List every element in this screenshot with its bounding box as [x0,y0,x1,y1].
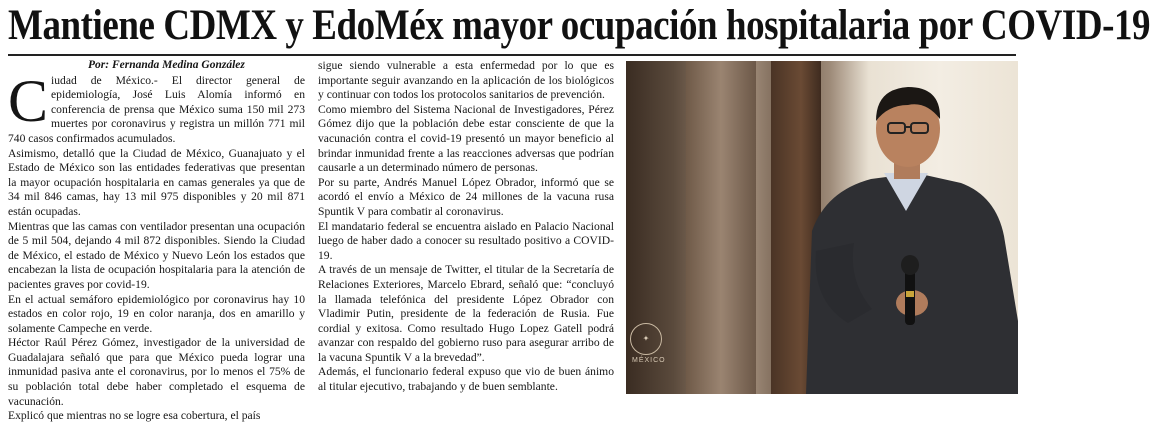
paragraph: El mandatario federal se encuentra aislado en Palacio Nacional luego de haber dado a conocer su resultado positivo a COVID-19. [318,219,614,262]
drop-cap: C [8,67,49,134]
paragraph: Por su parte, Andrés Manuel López Obrador, informó que se acordó el envío a México de 24 millones de la vacuna rusa Spuntik V para combatir al coronavirus. [318,175,614,218]
photo-watermark: MÉXICO [632,357,666,364]
paragraph: A través de un mensaje de Twitter, el titular de la Secretaría de Relaciones Exteriores, Marcelo Ebrard, señaló que: “concluyó la llamada telefónica del presidente López Obrador con Vladimir Putin, presidente de la federación de Rusia. Fue cordial y exitosa. Como resultado Hugo Lopez Gatell podrá avanzar con respaldo del gobierno ruso para asegurar arribo de la vacuna Spuntik V a la brevedad”. [318,263,614,364]
paragraph: Como miembro del Sistema Nacional de Investigadores, Pérez Gómez dijo que la población debe estar consciente de que la vacunación contra el covid-19 presentó un mayor beneficio al brindar inmunidad frente a las reacciones adversas que podrían causarle a un determinado número de personas. [318,102,614,175]
article-column-1 [8,58,305,424]
paragraph: Asimismo, detalló que la Ciudad de México, Guanajuato y el Estado de México son las entidades federativas que presentan la mayor ocupación hospitalaria en camas generales ya que de 34 mil 846 camas, hay 13 mil 975 disponibles y 20 mil 871 están ocupadas. [8,146,305,218]
government-seal-icon: ✦ [630,323,662,355]
article-column-2 [318,59,614,395]
paragraph: Mientras que las camas con ventilador presentan una ocupación de 5 mil 504, dejando 4 mil 872 disponibles. Siendo la Ciudad de México, el estado de México y Nuevo León los estados que encabezan la lista de ocupación hospitalaria para la atención de pacientes graves por covid-19. [8,219,305,291]
paragraph: Además, el funcionario federal expuso que vio de buen ánimo al titular ejecutivo, trabajando y de buen semblante. [318,365,614,394]
paragraph: sigue siendo vulnerable a esta enfermedad por lo que es importante seguir avanzando en la aplicación de los biológicos y continuar con todos los protocolos sanitarios de prevención. [318,59,614,102]
paragraph: Héctor Raúl Pérez Gómez, investigador de la universidad de Guadalajara señaló que para que México pueda lograr una inmunidad pasiva ante el coronavirus, por lo menos el 75% de su población total debe haber completado el esquema de vacunación. [8,336,305,408]
paragraph: En el actual semáforo epidemiológico por coronavirus hay 10 estados en color rojo, 19 en color naranja, dos en amarillo y solamente Campeche en verde. [8,292,305,335]
article-photo [626,61,1018,394]
speaker-figure [626,61,1018,394]
paragraph: iudad de México.- El director general de epidemiología, José Luis Alomía informó en conferencia de prensa que México suma 150 mil 273 muertes por coronavirus y registra un millón 771 mil 740 casos confirmados acumulados. [8,73,305,145]
headline: Mantiene CDMX y EdoMéx mayor ocupación hospitalaria por COVID-19 [8,2,1150,49]
headline-rule [8,54,1016,56]
byline: Por: Fernanda Medina González [88,59,245,71]
paragraph: Explicó que mientras no se logre esa cobertura, el país [8,409,261,423]
